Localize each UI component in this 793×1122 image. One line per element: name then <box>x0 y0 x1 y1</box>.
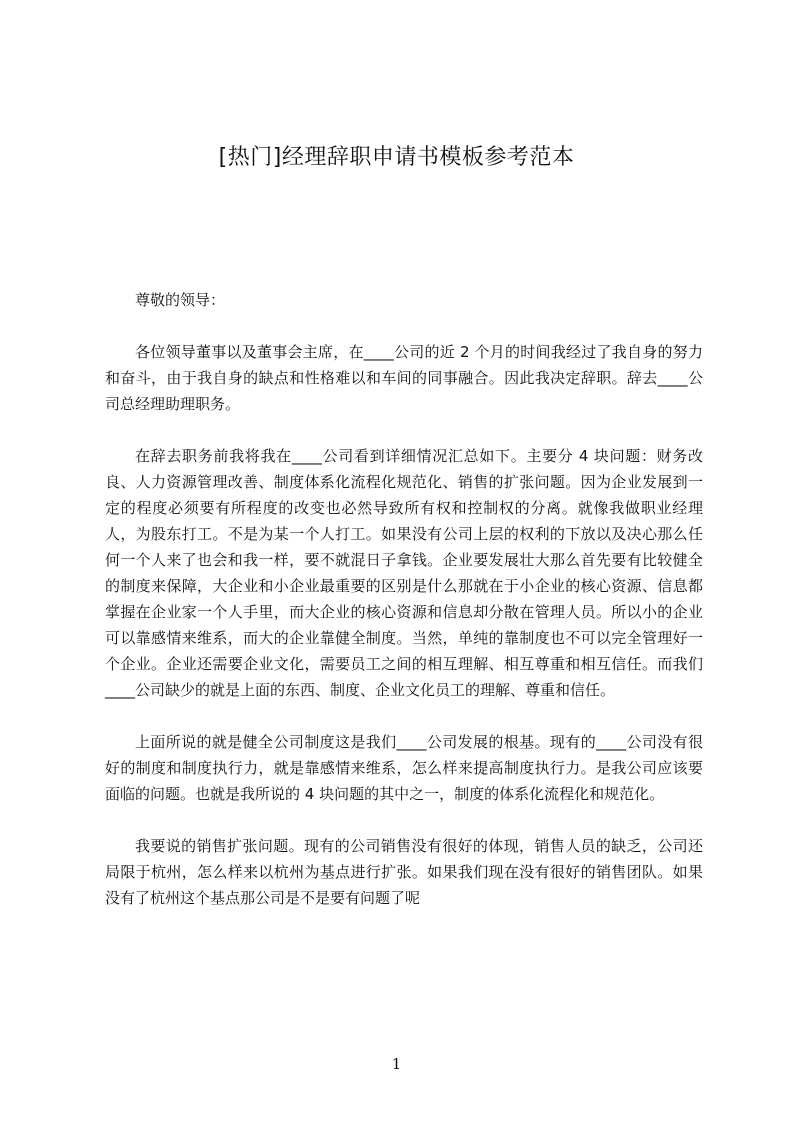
page-number: 1 <box>391 1055 402 1073</box>
letter-body <box>105 287 703 937</box>
paragraph-1: 各位领导董事以及董事会主席，在____公司的近 2 个月的时间我经过了我自身的努力和奋斗，由于我自身的缺点和性格难以和车间的同事融合。因此我决定辞职。辞去____公司总经理助理职务。 <box>105 343 703 413</box>
salutation: 尊敬的领导： <box>135 291 226 309</box>
page-title: [热门]经理辞职申请书模板参考范本 <box>218 145 575 170</box>
paragraph-2: 在辞去职务前我将我在____公司看到详细情况汇总如下。主要分 4 块问题：财务改良、人力资源管理改善、制度体系化流程化规范化、销售的扩张问题。因为企业发展到一定的程度必须要有所程度的改变也必然导致所有权和控制权的分离。就像我做职业经理人，为股东打工。不是为某一个人打工。如果没有公司上层的权利的下放以及决心那么任何一个人来了也会和我一样，要不就混日子拿钱。企业要发展壮大那么首先要有比较健全的制度来保障，大企业和小企业最重要的区别是什么那就在于小企业的核心资源、信息都掌握在企业家一个人手里，而大企业的核心资源和信息却分散在管理人员。所以小的企业可以靠感情来维系，而大的企业靠健全制度。当然，单纯的靠制度也不可以完全管理好一个企业。企业还需要企业文化，需要员工之间的相互理解、相互尊重和相互信任。而我们____公司缺少的就是上面的东西、制度、企业文化员工的理解、尊重和信任。 <box>105 447 703 699</box>
paragraph-3: 上面所说的就是健全公司制度这是我们____公司发展的根基。现有的____公司没有很好的制度和制度执行力，就是靠感情来维系，怎么样来提高制度执行力。是我公司应该要面临的问题。也就是我所说的 4 块问题的其中之一，制度的体系化流程化和规范化。 <box>105 733 703 803</box>
paragraph-4: 我要说的销售扩张问题。现有的公司销售没有很好的体现，销售人员的缺乏，公司还局限于杭州，怎么样来以杭州为基点进行扩张。如果我们现在没有很好的销售团队。如果没有了杭州这个基点那公司是不是要有问题了呢 <box>105 837 703 907</box>
